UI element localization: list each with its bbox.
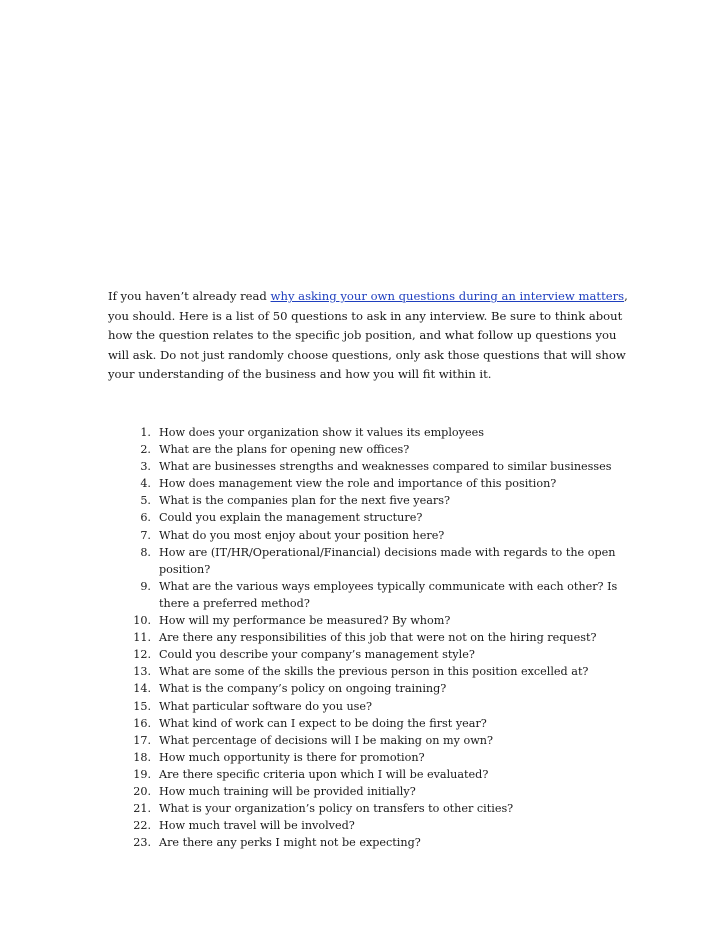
question-text: Could you explain the management structure? bbox=[159, 511, 423, 525]
question-text: What is the company’s policy on ongoing training? bbox=[159, 682, 447, 696]
question-text: What particular software do you use? bbox=[159, 699, 373, 713]
question-number: 13. bbox=[133, 665, 151, 679]
question-item bbox=[108, 492, 628, 509]
question-item bbox=[108, 663, 628, 680]
question-text: What are businesses strengths and weaknesses compared to similar businesses bbox=[159, 460, 612, 474]
question-item bbox=[108, 800, 628, 817]
questions-list bbox=[108, 424, 628, 851]
question-text: How does management view the role and importance of this position? bbox=[159, 477, 557, 491]
question-number: 10. bbox=[133, 614, 151, 628]
question-item bbox=[108, 698, 628, 715]
question-text: What kind of work can I expect to be doing the first year? bbox=[159, 716, 487, 730]
interview-questions-link[interactable]: why asking your own questions during an interview matters bbox=[270, 289, 625, 303]
question-item bbox=[108, 629, 628, 646]
question-number: 1. bbox=[140, 426, 151, 439]
question-text: What is your organization’s policy on transfers to other cities? bbox=[159, 802, 514, 816]
question-item bbox=[108, 509, 628, 526]
question-number: 8. bbox=[140, 545, 151, 559]
question-item bbox=[108, 817, 628, 834]
question-number: 18. bbox=[133, 750, 151, 764]
intro-paragraph bbox=[108, 287, 628, 385]
question-item bbox=[108, 441, 628, 458]
question-item bbox=[108, 544, 628, 578]
question-number: 15. bbox=[133, 699, 151, 713]
question-text: How are (IT/HR/Operational/Financial) decisions made with regards to the open position? bbox=[159, 545, 616, 576]
question-number: 21. bbox=[133, 802, 151, 816]
intro-text-before: If you haven’t already read bbox=[108, 289, 271, 303]
question-text: How will my performance be measured? By whom? bbox=[159, 614, 451, 628]
question-text: What do you most enjoy about your position here? bbox=[159, 528, 445, 542]
question-number: 5. bbox=[140, 494, 151, 508]
question-number: 16. bbox=[133, 716, 151, 730]
question-number: 9. bbox=[140, 579, 151, 593]
question-text: What are some of the skills the previous person in this position excelled at? bbox=[159, 665, 589, 679]
question-number: 14. bbox=[133, 682, 151, 696]
question-text: Are there specific criteria upon which I will be evaluated? bbox=[159, 767, 489, 781]
question-item bbox=[108, 646, 628, 663]
question-item bbox=[108, 475, 628, 492]
question-text: Are there any perks I might not be expecting? bbox=[159, 836, 421, 850]
question-number: 7. bbox=[140, 528, 151, 542]
question-item bbox=[108, 612, 628, 629]
question-number: 20. bbox=[133, 784, 151, 798]
question-item bbox=[108, 834, 628, 851]
question-number: 3. bbox=[140, 460, 151, 474]
question-item bbox=[108, 680, 628, 697]
question-number: 2. bbox=[140, 443, 151, 457]
question-item bbox=[108, 783, 628, 800]
question-text: Are there any responsibilities of this job that were not on the hiring request? bbox=[159, 631, 597, 645]
question-text: What are the plans for opening new offices? bbox=[159, 443, 410, 457]
intro-text-after: , you should. Here is a list of 50 questions to ask in any interview. Be sure to think about how the question relates to the specific job position, and what follow up questions you will ask. Do not just randomly choose questions, only ask those questions that will show your understanding of the business and how you will fit within it. bbox=[108, 289, 628, 382]
question-number: 22. bbox=[133, 819, 151, 833]
question-number: 4. bbox=[140, 477, 151, 491]
question-text: What percentage of decisions will I be making on my own? bbox=[159, 733, 494, 747]
question-text: What is the companies plan for the next five years? bbox=[159, 494, 450, 508]
question-text: What are the various ways employees typically communicate with each other? Is there a preferred method? bbox=[159, 579, 618, 610]
question-item bbox=[108, 766, 628, 783]
question-text: How does your organization show it values its employees bbox=[159, 426, 484, 439]
question-text: How much opportunity is there for promotion? bbox=[159, 750, 425, 764]
question-number: 12. bbox=[133, 648, 151, 662]
question-text: How much travel will be involved? bbox=[159, 819, 355, 833]
question-number: 11. bbox=[133, 631, 151, 645]
question-item bbox=[108, 458, 628, 475]
question-text: Could you describe your company’s management style? bbox=[159, 648, 475, 662]
question-item bbox=[108, 715, 628, 732]
question-text: How much training will be provided initially? bbox=[159, 784, 416, 798]
question-item bbox=[108, 527, 628, 544]
question-item bbox=[108, 749, 628, 766]
question-item bbox=[108, 424, 628, 441]
question-number: 19. bbox=[133, 767, 151, 781]
question-item bbox=[108, 732, 628, 749]
question-number: 6. bbox=[140, 511, 151, 525]
question-number: 23. bbox=[133, 836, 151, 850]
question-item bbox=[108, 578, 628, 612]
question-number: 17. bbox=[133, 733, 151, 747]
